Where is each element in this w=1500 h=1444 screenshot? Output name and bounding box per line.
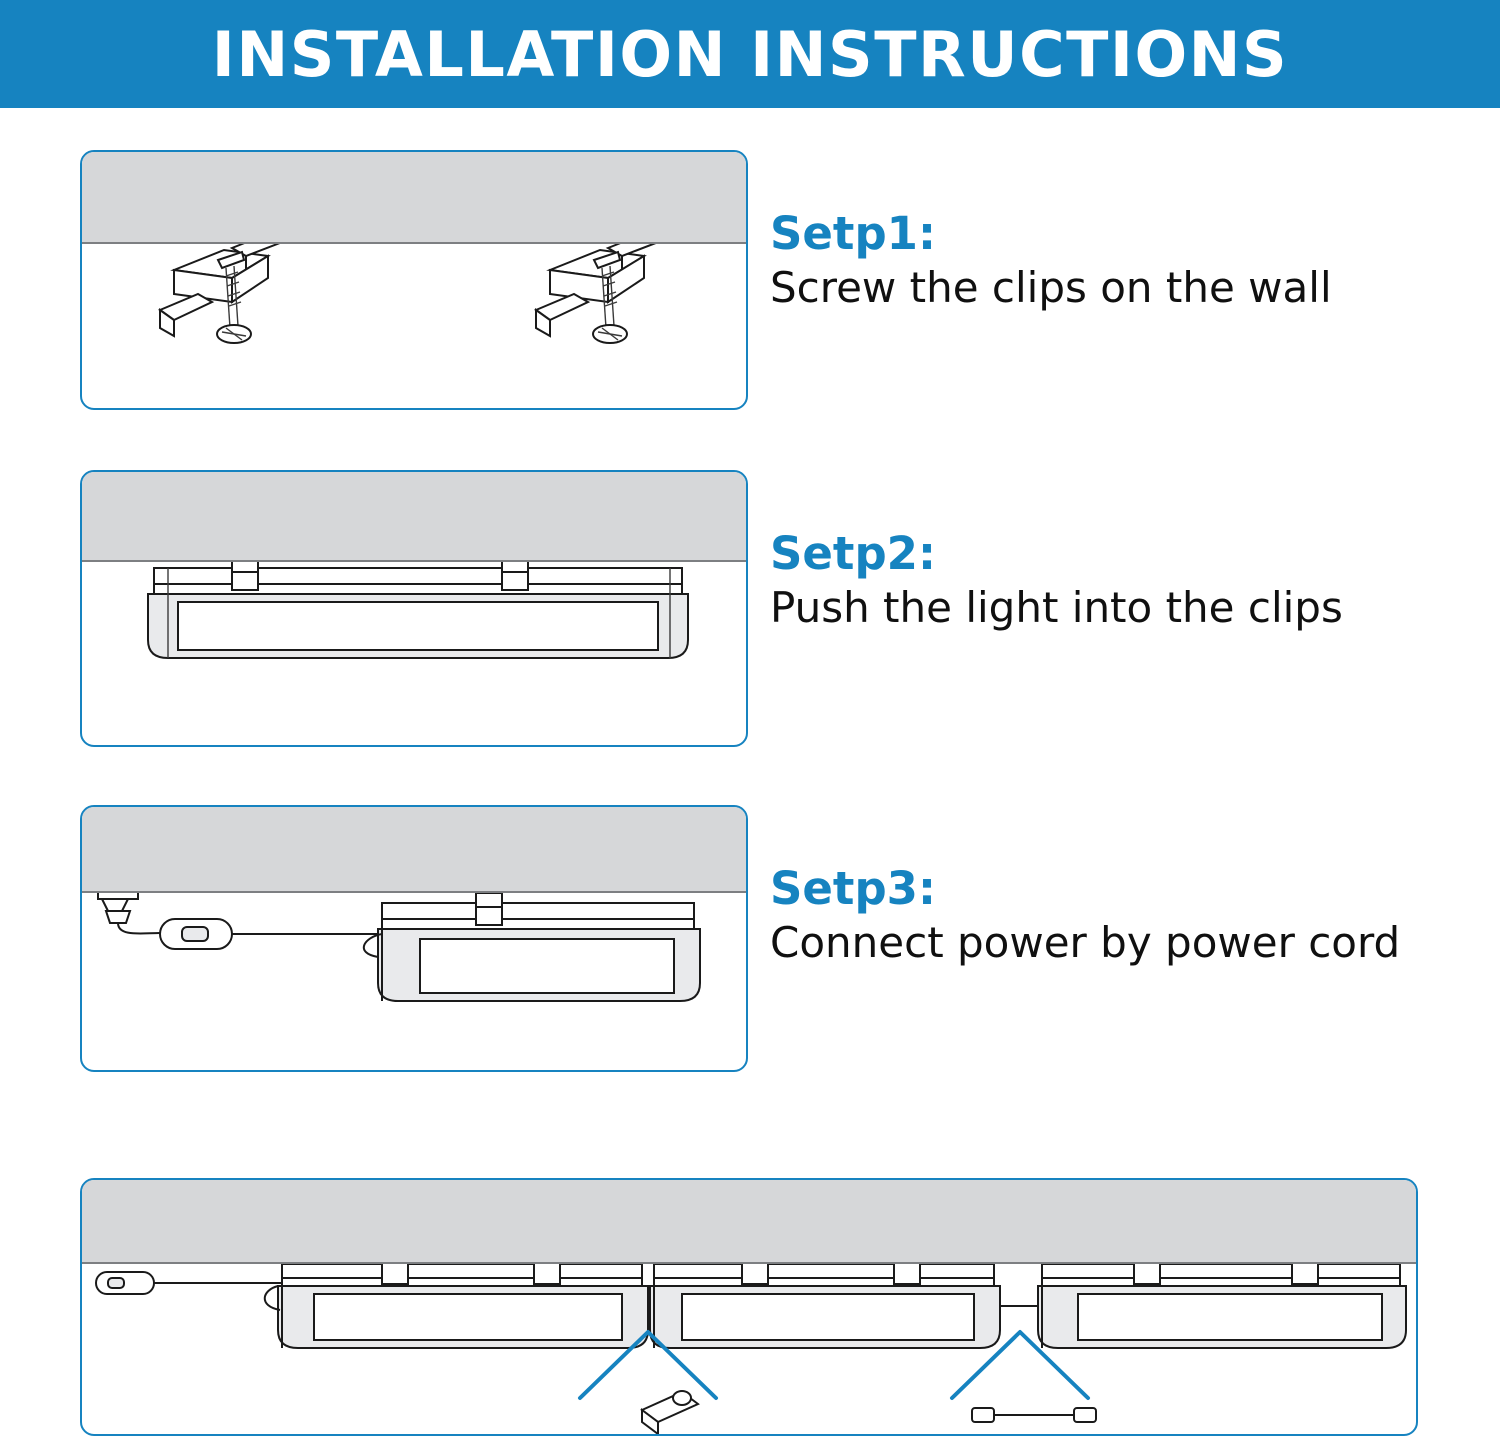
inline-switch-icon bbox=[160, 919, 232, 949]
header-bar bbox=[0, 0, 1500, 108]
clip-left-icon bbox=[232, 558, 258, 590]
step-2-illustration-panel bbox=[80, 470, 748, 747]
step-row-1 bbox=[0, 150, 1500, 420]
overview-illustration-panel bbox=[80, 1178, 1418, 1436]
step-2-description: Push the light into the clips bbox=[770, 583, 1343, 633]
step-3-illustration-panel bbox=[80, 805, 748, 1072]
step-2-text bbox=[770, 470, 1490, 631]
connector-icon bbox=[642, 1391, 698, 1434]
clip-right-icon bbox=[502, 558, 528, 590]
power-plug-icon bbox=[96, 1272, 154, 1294]
step-3-title: Setp3: bbox=[770, 862, 936, 915]
step-1-description: Screw the clips on the wall bbox=[770, 263, 1332, 313]
step-2-title: Setp2: bbox=[770, 527, 936, 580]
clip-icon bbox=[476, 893, 502, 925]
light-bar-3 bbox=[1038, 1258, 1406, 1348]
step-1-title: Setp1: bbox=[770, 207, 936, 260]
light-bar-icon bbox=[148, 568, 688, 658]
link-cable-icon bbox=[972, 1408, 1096, 1422]
light-bar-2 bbox=[650, 1258, 1000, 1348]
step-1-illustration-panel bbox=[80, 150, 748, 410]
light-bar-icon bbox=[378, 903, 700, 1001]
wall-slab bbox=[80, 1178, 1418, 1264]
wall-slab bbox=[80, 150, 748, 244]
step-row-2 bbox=[0, 470, 1500, 755]
step-3-description: Connect power by power cord bbox=[770, 918, 1401, 968]
light-bar-1 bbox=[265, 1258, 648, 1348]
wall-slab bbox=[80, 470, 748, 562]
step-3-text bbox=[770, 805, 1490, 966]
wall-slab bbox=[80, 805, 748, 893]
step-row-3 bbox=[0, 805, 1500, 1080]
page-title: INSTALLATION INSTRUCTIONS bbox=[211, 17, 1289, 91]
step-1-text bbox=[770, 150, 1490, 311]
